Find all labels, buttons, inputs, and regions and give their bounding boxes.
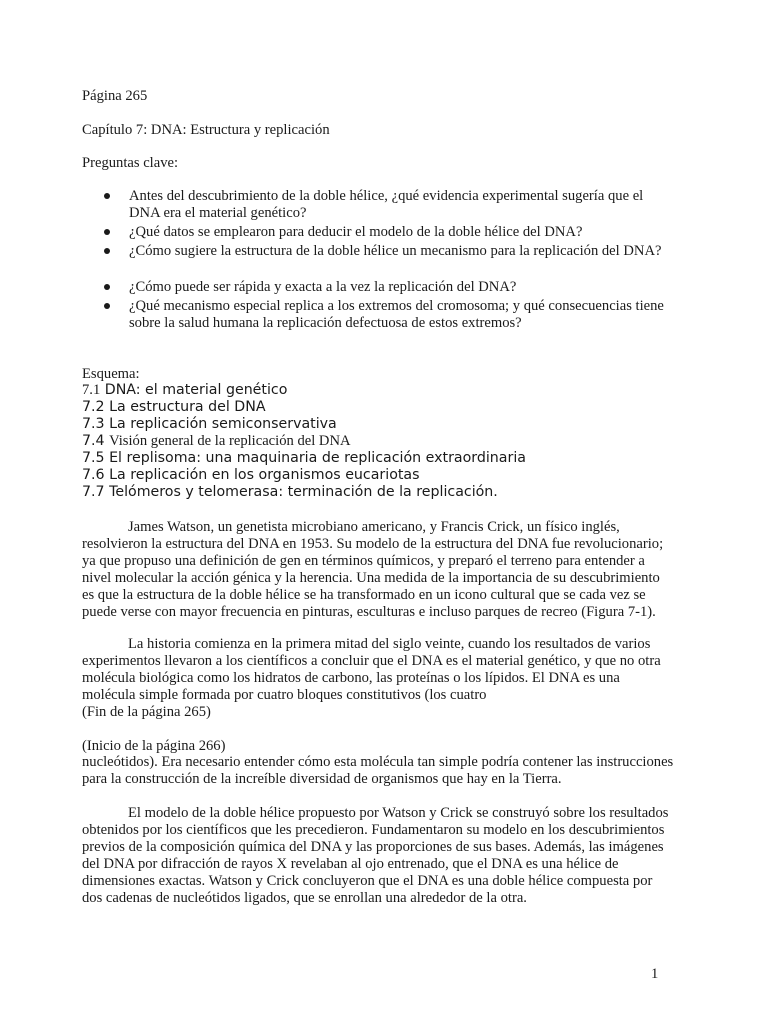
outline-item: 7.7 Telómeros y telomerasa: terminación de la replicación. bbox=[82, 484, 498, 500]
page-number: 1 bbox=[651, 966, 659, 982]
body-paragraph-4: El modelo de la doble hélice propuesto por Watson y Crick se construyó sobre los resultados obtenidos por los científicos que les precedieron. Fundamentaron su modelo en los descubrimientos previos de la composición química del DNA y las proporciones de sus bases. Además, las imágenes del DNA por difracción de rayos X revelaban al ojo entrenado, que el DNA es una hélice de dimensiones exactas. Watson y Crick concluyeron que el DNA es una doble hélice compuesta por dos cadenas de nucleótidos ligados, que se enrollan una alrededor de la otra. bbox=[82, 805, 669, 906]
chapter-title: Capítulo 7: DNA: Estructura y replicación bbox=[82, 122, 330, 138]
body-paragraph-3: nucleótidos). Era necesario entender cómo esta molécula tan simple podría contener las instrucciones para la construcción de la increíble diversidad de organismos que hay en la Tierra. bbox=[82, 754, 674, 787]
outline-item: 7.6 La replicación en los organismos eucariotas bbox=[82, 467, 420, 483]
bullet-icon bbox=[104, 303, 110, 309]
page-label: Página 265 bbox=[82, 88, 148, 104]
bullet-icon bbox=[104, 229, 110, 235]
outline-item: 7.3 La replicación semiconservativa bbox=[82, 416, 337, 432]
body-paragraph-2: La historia comienza en la primera mitad del siglo veinte, cuando los resultados de varios experimentos llevaron a los científicos a concluir que el DNA es el material genético, y que no otra molécula biológica como los hidratos de carbono, las proteínas o los lípidos. El DNA es una molécula simple formada por cuatro bloques constitutivos (los cuatro bbox=[82, 636, 661, 703]
outline-item: 7.2 La estructura del DNA bbox=[82, 399, 266, 415]
body-paragraph-1: James Watson, un genetista microbiano americano, y Francis Crick, un físico inglés, resolvieron la estructura del DNA en 1953. Su modelo de la estructura del DNA fue revolucionario; ya que propuso una definición de gen en términos químicos, y preparó el terreno para entender a nivel molecular la acción génica y la herencia. Una medida de la importancia de su descubrimiento es que la estructura de la doble hélice se ha transformado en un icono cultural que se cada vez se puede verse con mayor frecuencia en pinturas, esculturas e incluso parques de recreo (Figura 7-1). bbox=[82, 519, 664, 620]
key-questions-heading: Preguntas clave: bbox=[82, 155, 179, 171]
page-end-marker: (Fin de la página 265) bbox=[82, 704, 211, 720]
page-start-marker: (Inicio de la página 266) bbox=[82, 738, 226, 754]
outline-item: 7.1 DNA: el material genético bbox=[82, 382, 288, 398]
bullet-icon bbox=[104, 193, 110, 199]
outline-item: 7.4 Visión general de la replicación del DNA bbox=[82, 433, 351, 449]
outline-item: 7.5 El replisoma: una maquinaria de replicación extraordinaria bbox=[82, 450, 526, 466]
bullet-icon bbox=[104, 284, 110, 290]
bullet-icon bbox=[104, 248, 110, 254]
outline-heading: Esquema: bbox=[82, 366, 140, 382]
